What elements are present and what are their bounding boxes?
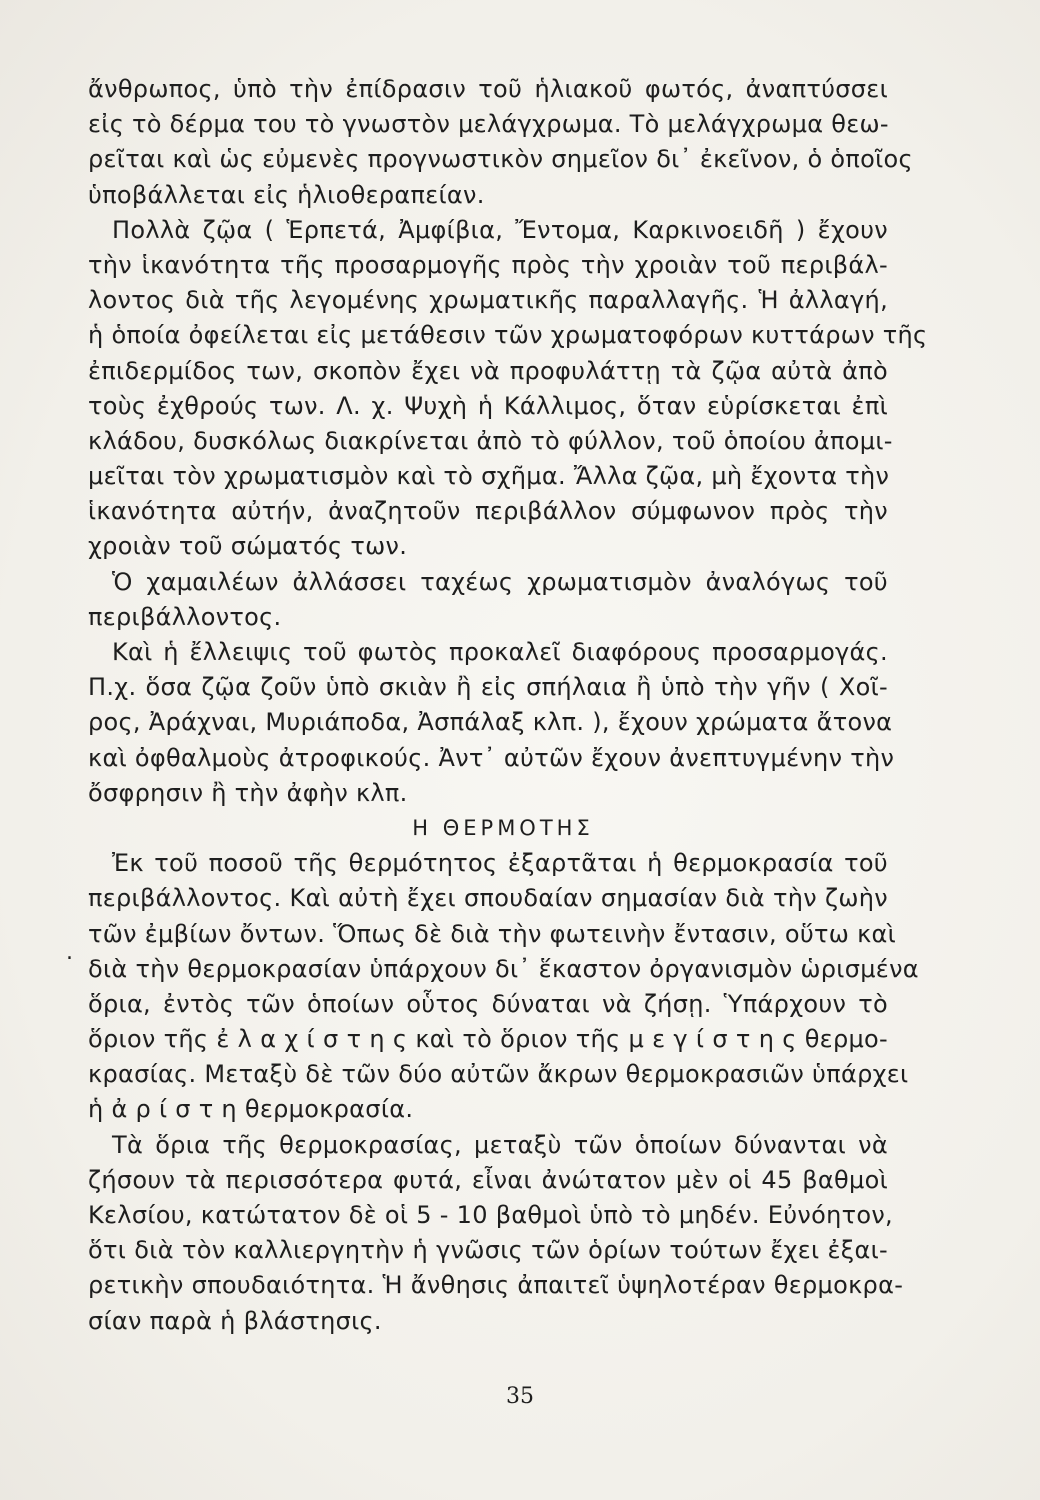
text-line: ὅτι διὰ τὸν καλλιεργητὴν ἡ γνῶσις τῶν ὁρίων τούτων ἔχει ἐξαι- <box>88 1236 888 1265</box>
text-line: λοντος διὰ τῆς λεγομένης χρωματικῆς παραλλαγῆς. Ἡ ἀλλαγή, <box>88 286 888 315</box>
text-line: ὄσφρησιν ἢ τὴν ἀφὴν κλπ. <box>88 778 408 807</box>
text-line: ὅριον τῆς ἐ λ α χ ί σ τ η ς καὶ τὸ ὅριον τῆς μ ε γ ί σ τ η ς θερμο- <box>88 1025 888 1054</box>
text-line: ρος, Ἀράχναι, Μυριάποδα, Ἀσπάλαξ κλπ. ), ἔχουν χρώματα ἄτονα <box>88 708 893 737</box>
text-line: ζήσουν τὰ περισσότερα φυτά, εἶναι ἀνώτατον μὲν οἱ 45 βαθμοὶ <box>88 1165 888 1194</box>
stray-mark: . <box>66 940 73 965</box>
text-line: Καὶ ἡ ἔλλειψις τοῦ φωτὸς προκαλεῖ διαφόρους προσαρμογάς. <box>112 638 888 666</box>
text-line: τὴν ἱκανότητα τῆς προσαρμογῆς πρὸς τὴν χροιὰν τοῦ περιβάλ- <box>88 250 888 279</box>
text-line: χροιὰν τοῦ σώματός των. <box>88 532 408 561</box>
text-line: Τὰ ὅρια τῆς θερμοκρασίας, μεταξὺ τῶν ὁποίων δύνανται νὰ <box>112 1130 888 1159</box>
text-line: Πολλὰ ζῷα ( Ἑρπετά, Ἀμφίβια, Ἔντομα, Καρκινοειδῆ ) ἔχουν <box>112 215 888 244</box>
text-line: ρεῖται καὶ ὡς εὐμενὲς προγνωστικὸν σημεῖον δι᾽ ἐκεῖνον, ὁ ὁποῖος <box>88 145 913 174</box>
text-line: ἐπιδερμίδος των, σκοπὸν ἔχει νὰ προφυλάττῃ τὰ ζῷα αὐτὰ ἀπὸ <box>88 356 888 385</box>
text-line: σίαν παρὰ ἡ βλάστησις. <box>88 1306 382 1335</box>
page-number: 35 <box>506 1384 534 1409</box>
text-line: Ἐκ τοῦ ποσοῦ τῆς θερμότητος ἐξαρτᾶται ἡ θερμοκρασία τοῦ <box>112 849 888 878</box>
page-text <box>88 72 928 1339</box>
text-line: περιβάλλοντος. Καὶ αὐτὴ ἔχει σπουδαίαν σημασίαν διὰ τὴν ζωὴν <box>88 884 888 913</box>
text-line: τοὺς ἐχθρούς των. Λ. χ. Ψυχὴ ἡ Κάλλιμος, ὅταν εὑρίσκεται ἐπὶ <box>88 391 888 420</box>
text-line: κρασίας. Μεταξὺ δὲ τῶν δύο αὐτῶν ἄκρων θερμοκρασιῶν ὑπάρχει <box>88 1060 909 1089</box>
text-line: Π.χ. ὅσα ζῷα ζοῦν ὑπὸ σκιὰν ἢ εἰς σπήλαια ἢ ὑπὸ τὴν γῆν ( Χοῖ- <box>88 673 888 702</box>
section-heading: Η ΘΕΡΜΟΤΗΣ <box>412 815 594 840</box>
text-line: καὶ ὀφθαλμοὺς ἀτροφικούς. Ἀντ᾽ αὐτῶν ἔχουν ἀνεπτυγμένην τὴν <box>88 743 895 772</box>
text-line: ὅρια, ἐντὸς τῶν ὁποίων οὗτος δύναται νὰ ζήσῃ. Ὑπάρχουν τὸ <box>88 989 888 1018</box>
text-line: ἡ ὁποία ὀφείλεται εἰς μετάθεσιν τῶν χρωματοφόρων κυττάρων τῆς <box>88 321 928 350</box>
text-line: ἱκανότητα αὐτήν, ἀναζητοῦν περιβάλλον σύμφωνον πρὸς τὴν <box>88 497 888 526</box>
text-line: Ὁ χαμαιλέων ἀλλάσσει ταχέως χρωματισμὸν ἀναλόγως τοῦ <box>112 567 888 596</box>
text-line: Κελσίου, κατώτατον δὲ οἱ 5 - 10 βαθμοὶ ὑπὸ τὸ μηδέν. Εὐνόητον, <box>88 1201 893 1229</box>
text-line: διὰ τὴν θερμοκρασίαν ὑπάρχουν δι᾽ ἕκαστον ὀργανισμὸν ὡρισμένα <box>88 954 919 983</box>
text-line: ἄνθρωπος, ὑπὸ τὴν ἐπίδρασιν τοῦ ἡλιακοῦ φωτός, ἀναπτύσσει <box>88 75 888 103</box>
text-line: ὑποβάλλεται εἰς ἡλιοθεραπείαν. <box>88 180 485 209</box>
text-line: ρετικὴν σπουδαιότητα. Ἡ ἄνθησις ἀπαιτεῖ ὑψηλοτέραν θερμοκρα- <box>88 1271 904 1300</box>
text-line: μεῖται τὸν χρωματισμὸν καὶ τὸ σχῆμα. Ἄλλα ζῷα, μὴ ἔχοντα τὴν <box>88 462 890 491</box>
text-line: περιβάλλοντος. <box>88 602 282 631</box>
text-line: κλάδου, δυσκόλως διακρίνεται ἀπὸ τὸ φύλλον, τοῦ ὁποίου ἀπομι- <box>88 426 893 455</box>
text-line: εἰς τὸ δέρμα του τὸ γνωστὸν μελάγχρωμα. Τὸ μελάγχρωμα θεω- <box>88 110 889 139</box>
text-line: τῶν ἐμβίων ὄντων. Ὅπως δὲ διὰ τὴν φωτεινὴν ἔντασιν, οὕτω καὶ <box>88 919 897 948</box>
text-line: ἡ ἀ ρ ί σ τ η θερμοκρασία. <box>88 1095 414 1124</box>
